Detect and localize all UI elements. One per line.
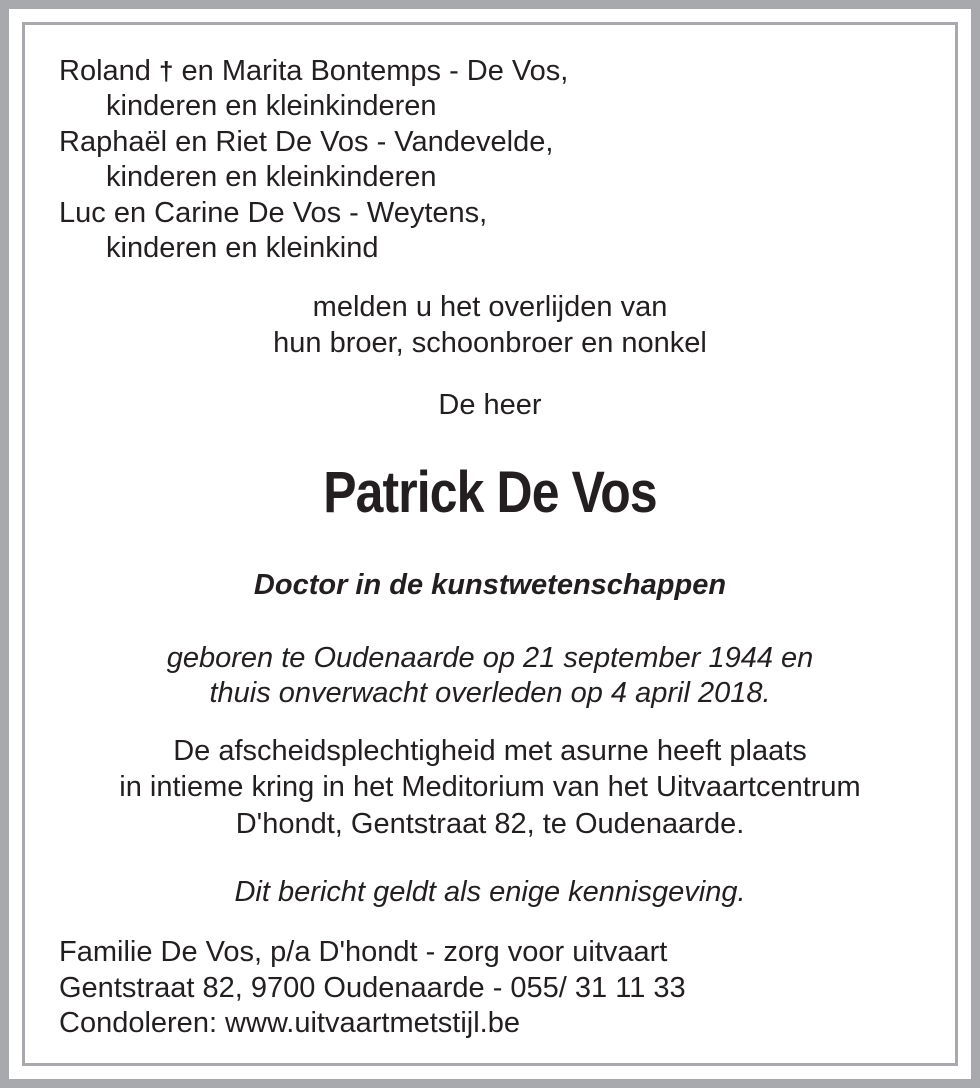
family-line-4: kinderen en kleinkinderen xyxy=(106,161,437,193)
contact-line-1: Familie De Vos, p/a D'hondt - zorg voor uitvaart xyxy=(59,936,668,968)
salutation: De heer xyxy=(438,389,542,421)
dates-line-2: thuis onverwacht overleden op 4 april 2018. xyxy=(209,677,771,709)
ceremony-line-1: De afscheidsplechtigheid met asurne heeft plaats xyxy=(173,735,807,767)
family-line-5: Luc en Carine De Vos - Weytens, xyxy=(59,197,488,229)
cross-icon: † xyxy=(158,56,174,86)
contact-line-3: Condoleren: www.uitvaartmetstijl.be xyxy=(59,1007,520,1039)
family-line-1-rest: en Marita Bontemps - De Vos, xyxy=(181,55,569,87)
announcement-line-2: hun broer, schoonbroer en nonkel xyxy=(273,327,707,359)
family-line-3: Raphaël en Riet De Vos - Vandevelde, xyxy=(59,126,554,158)
family-line-1 xyxy=(59,53,568,89)
family-line-2: kinderen en kleinkinderen xyxy=(106,90,437,122)
ceremony-line-3: D'hondt, Gentstraat 82, te Oudenaarde. xyxy=(235,808,745,840)
contact-line-2: Gentstraat 82, 9700 Oudenaarde - 055/ 31 11 33 xyxy=(59,972,686,1004)
announcement-line-1: melden u het overlijden van xyxy=(312,291,668,323)
deceased-name: Patrick De Vos xyxy=(323,460,657,525)
notice-text: Dit bericht geldt als enige kennisgeving. xyxy=(234,876,746,908)
family-line-6: kinderen en kleinkind xyxy=(106,232,379,264)
dates-line-1: geboren te Oudenaarde op 21 september 1944 en xyxy=(166,642,814,674)
ceremony-line-2: in intieme kring in het Meditorium van het Uitvaartcentrum xyxy=(119,771,861,803)
deceased-title: Doctor in de kunstwetenschappen xyxy=(253,569,727,601)
family-line-1-name: Roland xyxy=(59,55,151,87)
